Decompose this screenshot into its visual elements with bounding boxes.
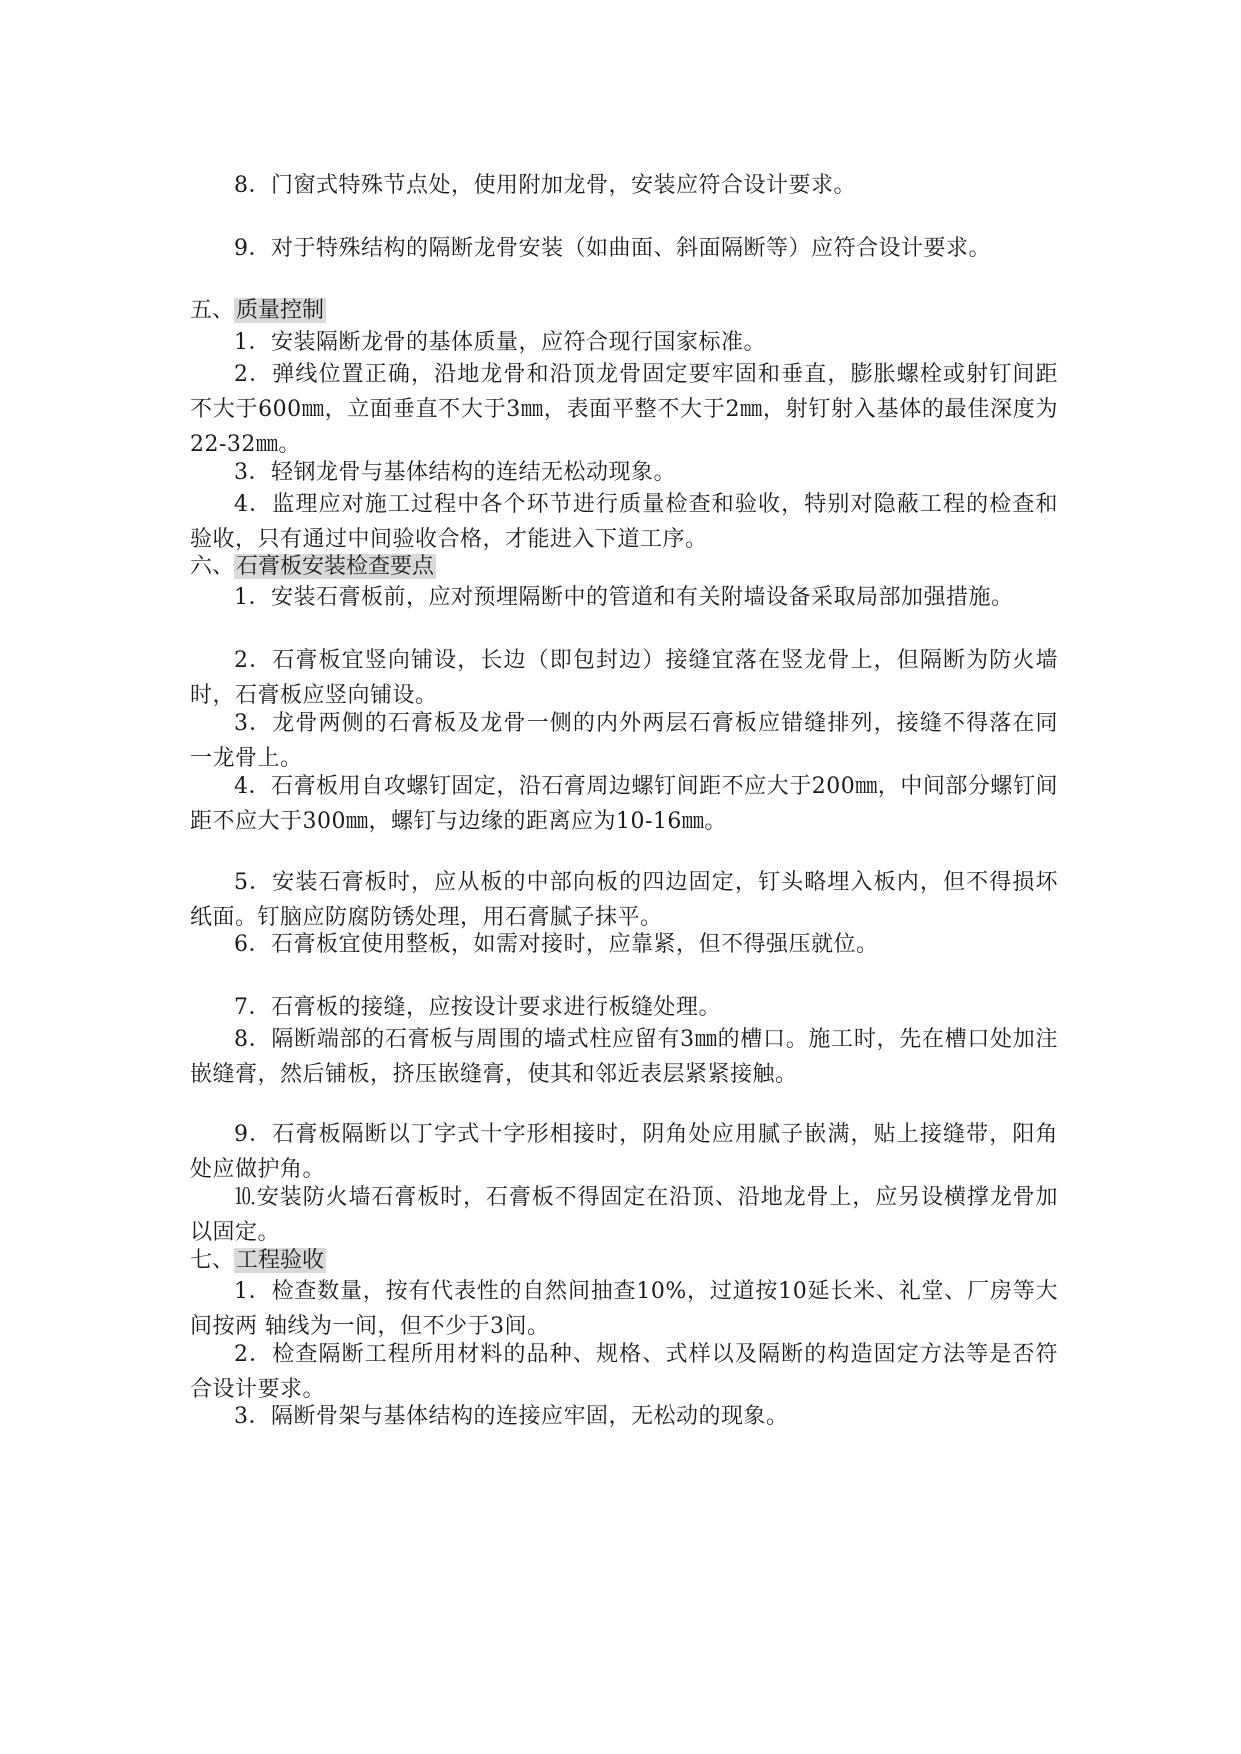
paragraph-gypsum-10: ⒑安装防火墙石膏板时，石膏板不得固定在沿顶、沿地龙骨上，应另设横撑龙骨加以固定。 [190, 1185, 1058, 1245]
paragraph-gypsum-6: 6．石膏板宜使用整板，如需对接时，应靠紧，但不得强压就位。 [234, 932, 879, 957]
paragraph-acceptance-3: 3．隔断骨架与基体结构的连接应牢固，无松动的现象。 [234, 1404, 789, 1429]
paragraph-item-9-special-structures: 9．对于特殊结构的隔断龙骨安装（如曲面、斜面隔断等）应符合设计要求。 [234, 236, 991, 261]
section-number: 六、 [190, 554, 235, 579]
paragraph-gypsum-3: 3．龙骨两侧的石膏板及龙骨一侧的内外两层石膏板应错缝排列，接缝不得落在同一龙骨上。 [190, 711, 1058, 771]
paragraph-gypsum-1: 1．安装石膏板前，应对预埋隔断中的管道和有关附墙设备采取局部加强措施。 [234, 585, 1014, 610]
section-heading-acceptance [190, 1243, 326, 1278]
section-number: 五、 [190, 298, 235, 323]
paragraph-gypsum-7: 7．石膏板的接缝，应按设计要求进行板缝处理。 [234, 995, 721, 1020]
paragraph-acceptance-2: 2．检查隔断工程所用材料的品种、规格、式样以及隔断的构造固定方法等是否符合设计要求。 [190, 1342, 1058, 1402]
paragraph-gypsum-5: 5．安装石膏板时，应从板的中部向板的四边固定，钉头略埋入板内，但不得损坏纸面。钉脑应防腐防锈处理，用石膏腻子抹平。 [190, 870, 1058, 930]
paragraph-gypsum-9: 9．石膏板隔断以丁字式十字形相接时，阴角处应用腻子嵌满，贴上接缝带，阳角处应做护角。 [190, 1122, 1058, 1182]
paragraph-quality-1: 1．安装隔断龙骨的基体质量，应符合现行国家标准。 [234, 330, 766, 355]
paragraph-gypsum-4: 4．石膏板用自攻螺钉固定，沿石膏周边螺钉间距不应大于200㎜，中间部分螺钉间距不应大于300㎜，螺钉与边缘的距离应为10-16㎜。 [190, 774, 1058, 834]
section-heading-gypsum-board-inspection [190, 549, 436, 584]
paragraph-quality-2: 2．弹线位置正确，沿地龙骨和沿顶龙骨固定要牢固和垂直，膨胀螺栓或射钉间距不大于600㎜，立面垂直不大于3㎜，表面平整不大于2㎜，射钉射入基体的最佳深度为22-32㎜。 [190, 362, 1058, 457]
paragraph-gypsum-2: 2．石膏板宜竖向铺设，长边（即包封边）接缝宜落在竖龙骨上，但隔断为防火墙时，石膏板应竖向铺设。 [190, 648, 1058, 708]
paragraph-gypsum-8: 8．隔断端部的石膏板与周围的墙式柱应留有3㎜的槽口。施工时，先在槽口处加注嵌缝膏，然后铺板，挤压嵌缝膏，使其和邻近表层紧紧接触。 [190, 1027, 1058, 1087]
paragraph-quality-3: 3．轻钢龙骨与基体结构的连结无松动现象。 [234, 460, 676, 485]
paragraph-quality-4: 4．监理应对施工过程中各个环节进行质量检查和验收，特别对隐蔽工程的检查和验收，只有通过中间验收合格，才能进入下道工序。 [190, 492, 1058, 552]
paragraph-item-8-special-nodes: 8．门窗式特殊节点处，使用附加龙骨，安装应符合设计要求。 [234, 173, 856, 198]
paragraph-acceptance-1: 1．检查数量，按有代表性的自然间抽查10%，过道按10延长米、礼堂、厂房等大间按两 轴线为一间，但不少于3间。 [190, 1279, 1058, 1339]
section-number: 七、 [190, 1248, 235, 1273]
section-heading-quality-control [190, 293, 326, 328]
section-title: 工程验收 [236, 1248, 325, 1273]
section-title: 石膏板安装检查要点 [236, 554, 435, 579]
section-title: 质量控制 [236, 298, 325, 323]
